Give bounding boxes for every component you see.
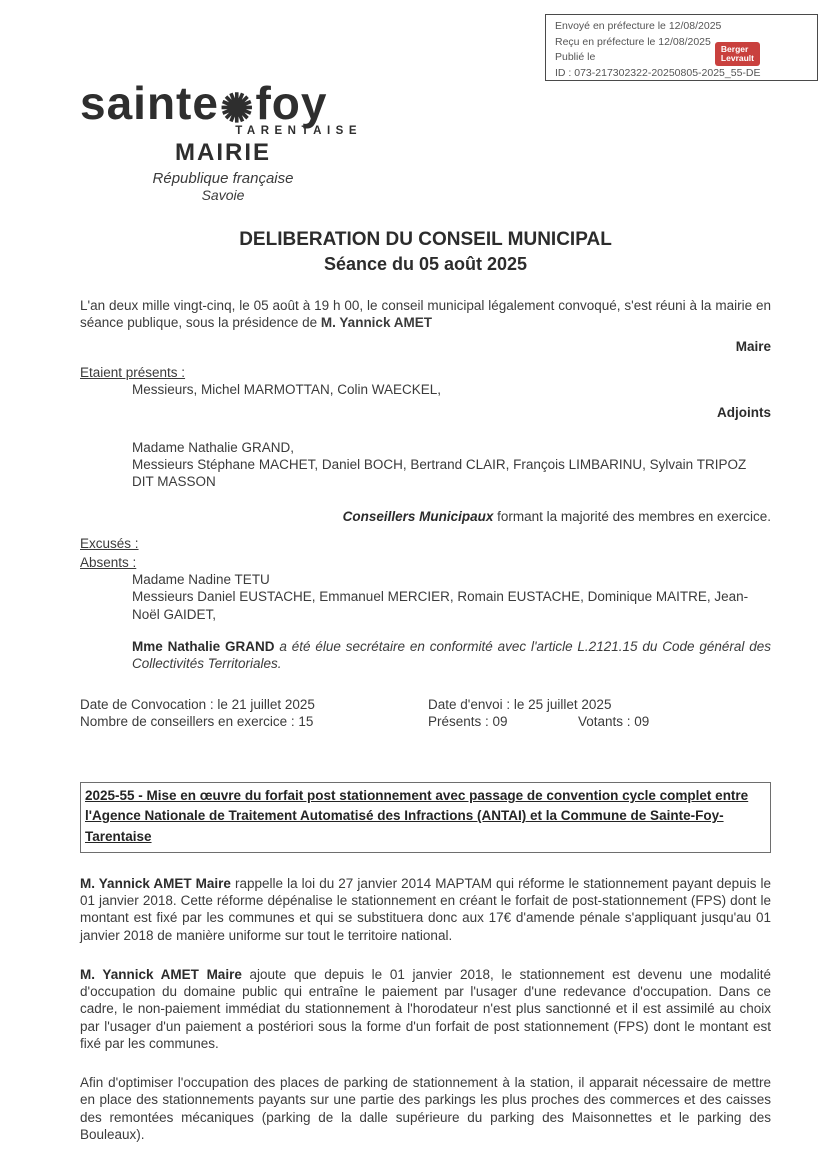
meta-row-1 bbox=[80, 696, 771, 713]
intro-text: L'an deux mille vingt-cinq, le 05 août à 19 h 00, le conseil municipal légalement convoqué, s'est réuni à la mairie en séance publique, sous la présidence de bbox=[80, 298, 771, 331]
berger-levrault-logo bbox=[715, 42, 760, 66]
present-line-1: Messieurs, Michel MARMOTTAN, Colin WAECKEL, bbox=[132, 382, 442, 398]
badge-line-1: Berger bbox=[720, 44, 749, 54]
meta-block bbox=[80, 696, 771, 731]
intro-paragraph bbox=[80, 297, 771, 332]
badge-line-2: Levrault bbox=[720, 52, 754, 63]
commune-logo bbox=[80, 77, 366, 203]
presents-count: Présents : 09 bbox=[428, 713, 508, 729]
paragraph-2 bbox=[80, 966, 771, 1052]
logo-org-name: MAIRIE bbox=[175, 139, 271, 166]
title-line-2: Séance du 05 août 2025 bbox=[323, 254, 528, 274]
excused-label: Excusés : bbox=[80, 535, 139, 551]
secretary-paragraph bbox=[132, 638, 771, 673]
secretary-name: Mme Nathalie GRAND bbox=[132, 638, 275, 654]
present-label: Etaient présents : bbox=[80, 364, 186, 380]
send-date: Date d'envoi : le 25 juillet 2025 bbox=[428, 696, 612, 712]
present-line-3: Messieurs Stéphane MACHET, Daniel BOCH, Bertrand CLAIR, François LIMBARINU, Sylvain TRIPOZ DIT MASSON bbox=[132, 456, 747, 490]
prefecture-stamp bbox=[545, 14, 818, 81]
stamp-id-line: ID : 073-217302322-20250805-2025_55-DE bbox=[555, 66, 761, 79]
stamp-published-line: Publié le bbox=[555, 51, 596, 64]
logo-word-sainte: sainte bbox=[80, 77, 219, 129]
adjoints-label: Adjoints bbox=[717, 405, 771, 421]
paragraph-3: Afin d'optimiser l'occupation des places de parking de stationnement à la station, il apparait nécessaire de mettre en place des stationnements payants sur une partie des parkings les plus proches des commerces et des caisses des remontées mécaniques (parking de la dalle supérieure du parking des Maisonnettes et le parking des Bouleaux). bbox=[80, 1075, 771, 1142]
councilors-bold: Conseillers Municipaux bbox=[342, 509, 494, 525]
paragraph-2-lead: M. Yannick AMET Maire bbox=[80, 966, 242, 982]
maire-label: Maire bbox=[735, 338, 771, 354]
logo-word-foy: foy bbox=[255, 77, 328, 129]
absent-line-1: Madame Nadine TETU bbox=[132, 572, 270, 588]
meta-row-2 bbox=[80, 713, 771, 730]
absent-label: Absents : bbox=[80, 554, 137, 570]
convocation-date: Date de Convocation : le 21 juillet 2025 bbox=[80, 696, 315, 712]
paragraph-1-text: rappelle la loi du 27 janvier 2014 MAPTAM qui réforme le stationnement payant depuis le 01 janvier 2018. Cette réforme dépénalise le stationnement en créant le forfait de post-stationnement (FPS) dont le montant est fixé par les communes et qui se substituera donc aux 17€ d'amende pénale s'appliquant jusqu'au 01 janvier 2018 de manière uniforme sur tout le territoire national. bbox=[80, 875, 771, 943]
logo-subtitle: TARENTAISE bbox=[235, 125, 362, 137]
subject-heading-box bbox=[80, 782, 771, 853]
councilors-rest: formant la majorité des membres en exercice. bbox=[493, 509, 771, 525]
president-name: M. Yannick AMET bbox=[320, 315, 432, 331]
present-line-2: Madame Nathalie GRAND, bbox=[132, 439, 295, 455]
logo-region-line: Savoie bbox=[201, 187, 245, 203]
paragraph-1-lead: M. Yannick AMET Maire bbox=[80, 875, 231, 891]
stamp-sent-line: Envoyé en préfecture le 12/08/2025 bbox=[555, 20, 722, 32]
stamp-received-line: Reçu en préfecture le 12/08/2025 bbox=[555, 35, 711, 48]
secretary-rest: a été élue secrétaire en conformité avec l'article L.2121.15 du Code général des Collectivités Territoriales. bbox=[132, 638, 772, 672]
logo-republic-line: République française bbox=[152, 170, 294, 187]
votants-count: Votants : 09 bbox=[578, 713, 650, 729]
paragraph-2-text: ajoute que depuis le 01 janvier 2018, le stationnement est devenu une modalité d'occupation du domaine public qui entraîne le paiement par l'usager d'une redevance d'occupation. Dans ce cadre, le non-paiement immédiat du stationnement à l'horodateur n'est plus sanctionné et il est assimilé au choix par l'usager d'un paiement a postériori sous la forme d'un forfait de post stationnement (FPS) dont le montant est fixé par les communes. bbox=[80, 966, 772, 1051]
councilors-count: Nombre de conseillers en exercice : 15 bbox=[80, 713, 314, 729]
councilors-line bbox=[80, 508, 771, 525]
absent-line-2: Messieurs Daniel EUSTACHE, Emmanuel MERCIER, Romain EUSTACHE, Dominique MAITRE, Jean-Noël GAIDET, bbox=[132, 589, 749, 622]
document-title bbox=[80, 229, 771, 275]
paragraph-1 bbox=[80, 875, 771, 944]
subject-heading: 2025-55 - Mise en œuvre du forfait post stationnement avec passage de convention cycle complet entre l'Agence Nationale de Traitement Automatisé des Infractions (ANTAI) et la Commune de Sainte-Foy-Tarentaise bbox=[85, 788, 749, 844]
star-icon: ✺ bbox=[219, 87, 255, 131]
title-line-1: DELIBERATION DU CONSEIL MUNICIPAL bbox=[239, 229, 612, 250]
